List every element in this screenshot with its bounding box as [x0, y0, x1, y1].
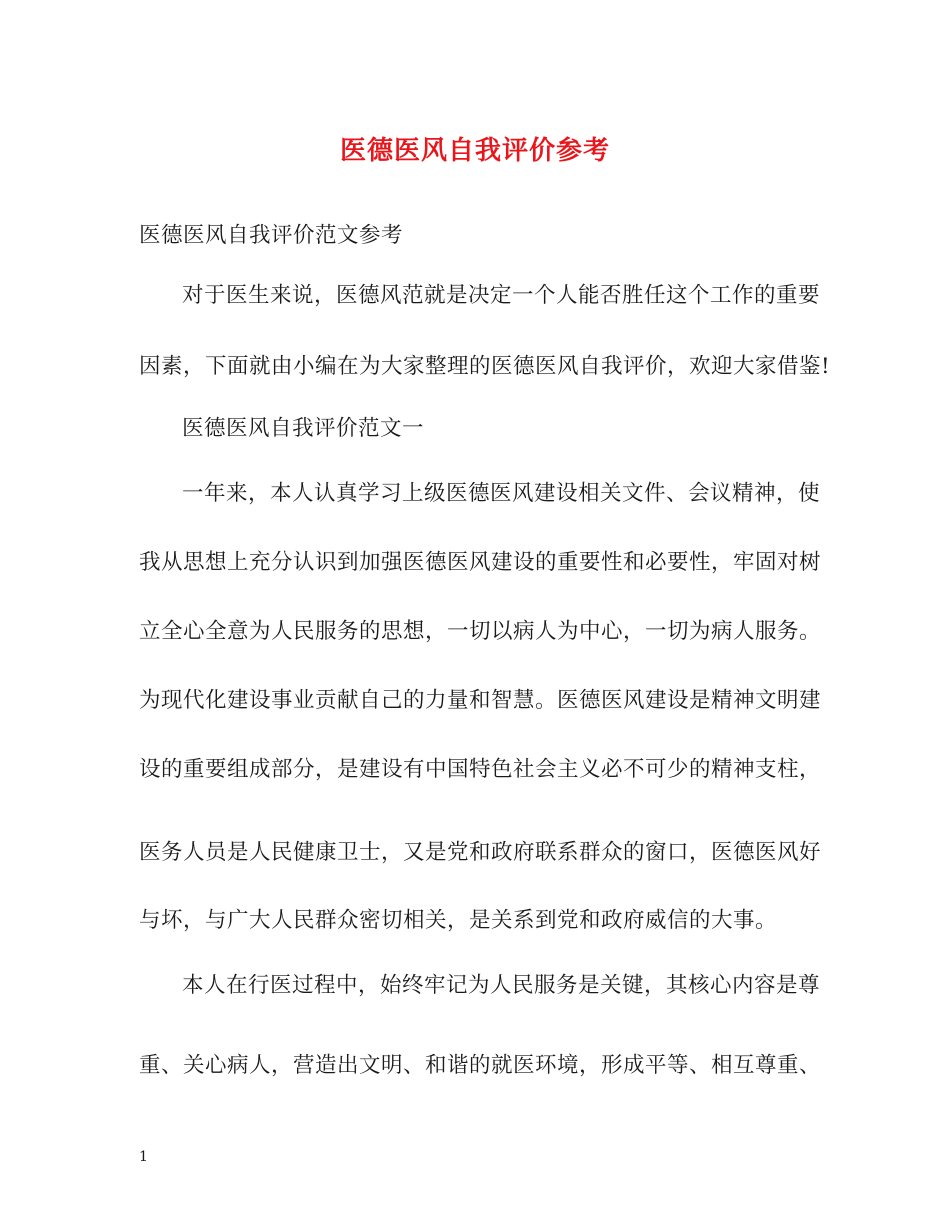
- page-number: 1: [139, 1149, 148, 1165]
- paragraph-line: 我从思想上充分认识到加强医德医风建设的重要性和必要性，牢固对树: [139, 550, 822, 575]
- paragraph-line: 一年来，本人认真学习上级医德医风建设相关文件、会议精神，使: [182, 481, 821, 506]
- document-title: 医德医风自我评价参考: [339, 136, 610, 166]
- paragraph-line: 为现代化建设事业贡献自己的力量和智慧。医德医风建设是精神文明建: [139, 688, 822, 713]
- paragraph-line: 对于医生来说，医德风范就是决定一个人能否胜任这个工作的重要: [182, 283, 821, 308]
- section-heading: 医德医风自我评价范文一: [182, 416, 425, 441]
- paragraph-line: 因素，下面就由小编在为大家整理的医德医风自我评价，欢迎大家借鉴!: [139, 354, 831, 379]
- paragraph-line: 设的重要组成部分，是建设有中国特色社会主义必不可少的精神支柱，: [139, 757, 822, 782]
- paragraph-line: 医务人员是人民健康卫士，又是党和政府联系群众的窗口，医德医风好: [139, 840, 822, 865]
- subtitle-line: 医德医风自我评价范文参考: [139, 223, 404, 248]
- paragraph-line: 立全心全意为人民服务的思想，一切以病人为中心，一切为病人服务。: [139, 619, 822, 644]
- paragraph-line: 重、关心病人，营造出文明、和谐的就医环境，形成平等、相互尊重、: [139, 1053, 822, 1078]
- paragraph-line: 与坏，与广大人民群众密切相关，是关系到党和政府威信的大事。: [139, 908, 778, 933]
- paragraph-line: 本人在行医过程中，始终牢记为人民服务是关键，其核心内容是尊: [182, 973, 821, 998]
